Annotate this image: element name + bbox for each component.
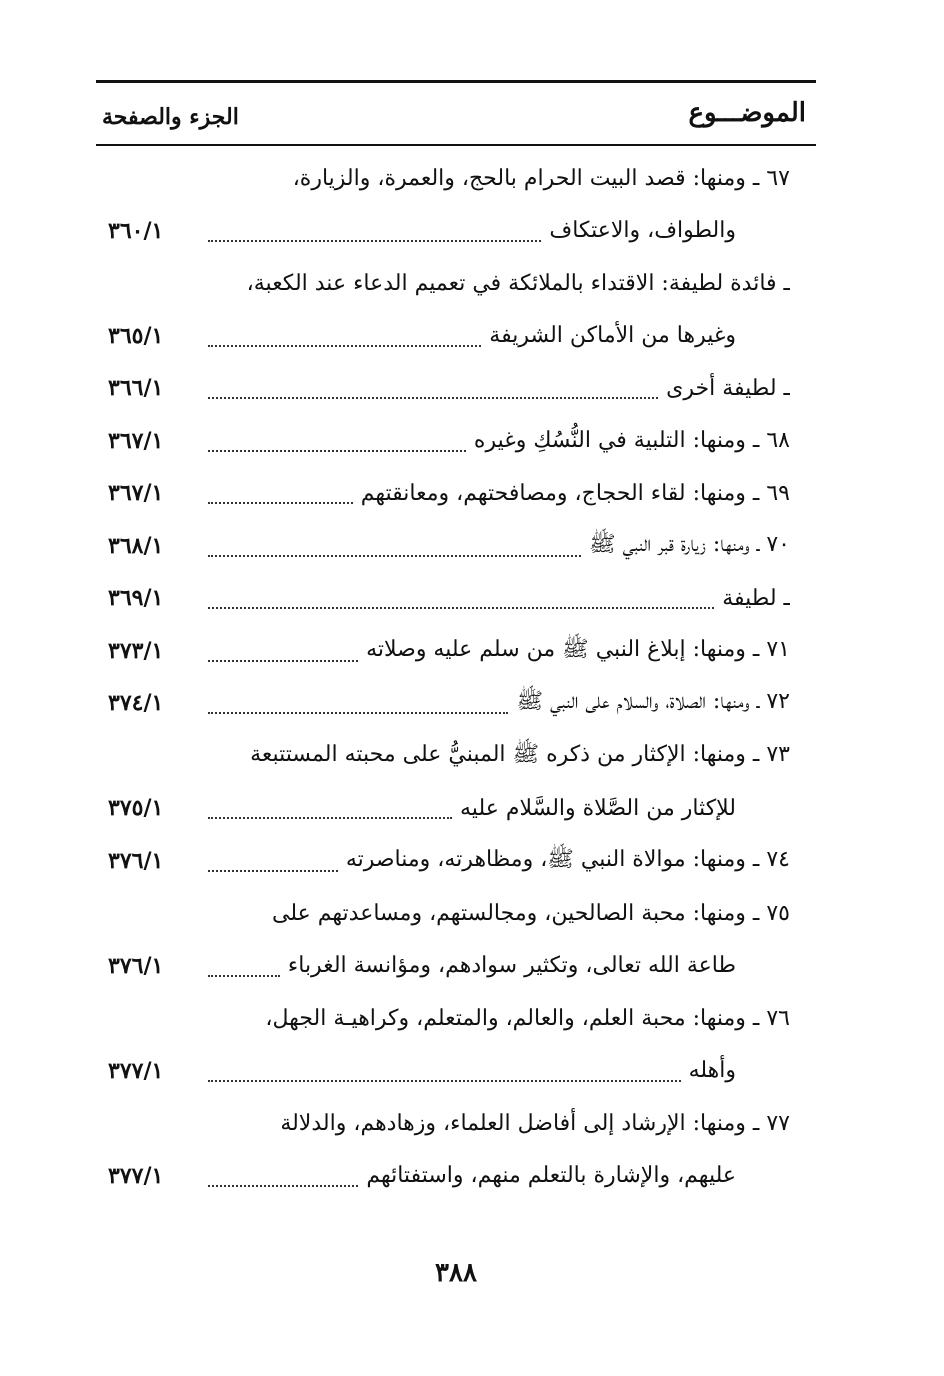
top-rule xyxy=(96,80,816,83)
entry-title-continuation: طاعة الله تعالى، وتكثير سوادهم، ومؤانسة الغرباء xyxy=(287,953,736,979)
toc-entry[interactable] xyxy=(96,835,816,888)
entry-page-ref: ٣٦٨/١ xyxy=(108,532,164,559)
entry-page-ref: ٣٦٧/١ xyxy=(108,480,164,507)
toc-entry[interactable] xyxy=(96,992,816,1097)
entry-title: ٧٢ ـ ومنها: الصلاة، والسلام على النبي ﷺ xyxy=(516,689,790,715)
entry-page-ref: ٣٧٥/١ xyxy=(108,795,164,822)
dot-leader xyxy=(208,345,481,347)
entry-title: ٧٦ ـ ومنها: محبة العلم، والعالم، والمتعلم، وكراهيـة الجهل، xyxy=(265,1005,790,1031)
toc-entry[interactable] xyxy=(96,152,816,257)
dot-leader xyxy=(208,1080,681,1082)
dot-leader xyxy=(208,607,714,609)
entry-page-ref: ٣٧٣/١ xyxy=(108,637,164,664)
toc-entry[interactable] xyxy=(96,730,816,835)
entry-title: ٦٧ ـ ومنها: قصد البيت الحرام بالحج، والعمرة، والزيارة، xyxy=(292,165,790,191)
entry-title-continuation: والطواف، والاعتكاف xyxy=(549,218,736,244)
dot-leader xyxy=(208,240,541,242)
entry-title: ٧٠ ـ ومنها: زيارة قبر النبي ﷺ xyxy=(589,531,790,557)
toc-entry[interactable] xyxy=(96,467,816,520)
dot-leader xyxy=(208,660,358,662)
entry-page-ref: ٣٧٤/١ xyxy=(108,690,164,717)
toc-header xyxy=(96,90,816,142)
entry-title: ـ فائدة لطيفة: الاقتداء بالملائكة في تعميم الدعاء عند الكعبة، xyxy=(246,270,790,296)
entry-page-ref: ٣٦٧/١ xyxy=(108,427,164,454)
dot-leader xyxy=(208,555,581,557)
entry-title-continuation: عليهم، والإشارة بالتعلم منهم، واستفتائهم xyxy=(366,1163,736,1189)
entry-title: ٧٤ ـ ومنها: موالاة النبي ﷺ، ومظاهرته، ومناصرته xyxy=(345,846,790,872)
toc-entry[interactable] xyxy=(96,625,816,678)
entry-title: ٧٧ ـ ومنها: الإرشاد إلى أفاضل العلماء، وزهادهم، والدلالة xyxy=(280,1110,790,1136)
toc-entry[interactable] xyxy=(96,415,816,468)
topic-column-heading: الموضـــوع xyxy=(688,98,806,128)
page-number: ٣٨٨ xyxy=(435,1258,477,1288)
entry-title: ٧١ ـ ومنها: إبلاغ النبي ﷺ من سلم عليه وصلاته xyxy=(366,636,790,662)
dot-leader xyxy=(208,712,508,714)
entry-title-continuation: للإكثار من الصَّلاة والسَّلام عليه xyxy=(460,795,736,821)
page-column-heading: الجزء والصفحة xyxy=(102,104,239,130)
toc-entry[interactable] xyxy=(96,677,816,730)
entry-title: ٧٥ ـ ومنها: محبة الصالحين، ومجالستهم، ومساعدتهم على xyxy=(272,900,790,926)
dot-leader xyxy=(208,450,466,452)
entry-page-ref: ٣٧٧/١ xyxy=(108,1057,164,1084)
entry-page-ref: ٣٧٧/١ xyxy=(108,1162,164,1189)
toc-page xyxy=(96,80,816,1300)
dot-leader xyxy=(208,502,353,504)
toc-entry[interactable] xyxy=(96,257,816,362)
entry-title: ـ لطيفة أخرى xyxy=(666,375,790,401)
entry-title-continuation: وغيرها من الأماكن الشريفة xyxy=(489,323,736,349)
entry-title-continuation: وأهله xyxy=(688,1058,736,1084)
toc-entry[interactable] xyxy=(96,887,816,992)
entry-title: ٦٨ ـ ومنها: التلبية في النُّسُكِ وغيره xyxy=(473,428,790,454)
toc-entries xyxy=(96,152,816,1202)
entry-page-ref: ٣٧٦/١ xyxy=(108,952,164,979)
entry-page-ref: ٣٦٦/١ xyxy=(108,375,164,402)
entry-title: ٦٩ ـ ومنها: لقاء الحجاج، ومصافحتهم، ومعانقتهم xyxy=(360,480,790,506)
entry-page-ref: ٣٧٦/١ xyxy=(108,847,164,874)
entry-page-ref: ٣٦٠/١ xyxy=(108,217,164,244)
dot-leader xyxy=(208,975,280,977)
entry-page-ref: ٣٦٩/١ xyxy=(108,585,164,612)
dot-leader xyxy=(208,870,338,872)
header-rule xyxy=(96,144,816,146)
toc-entry[interactable] xyxy=(96,520,816,573)
dot-leader xyxy=(208,817,452,819)
toc-entry[interactable] xyxy=(96,572,816,625)
dot-leader xyxy=(208,397,658,399)
entry-title: ٧٣ ـ ومنها: الإكثار من ذكره ﷺ المبنيُّ على محبته المستتبعة xyxy=(250,741,790,767)
toc-entry[interactable] xyxy=(96,362,816,415)
entry-page-ref: ٣٦٥/١ xyxy=(108,322,164,349)
dot-leader xyxy=(208,1185,358,1187)
toc-entry[interactable] xyxy=(96,1097,816,1202)
entry-title: ـ لطيفة xyxy=(722,585,790,611)
